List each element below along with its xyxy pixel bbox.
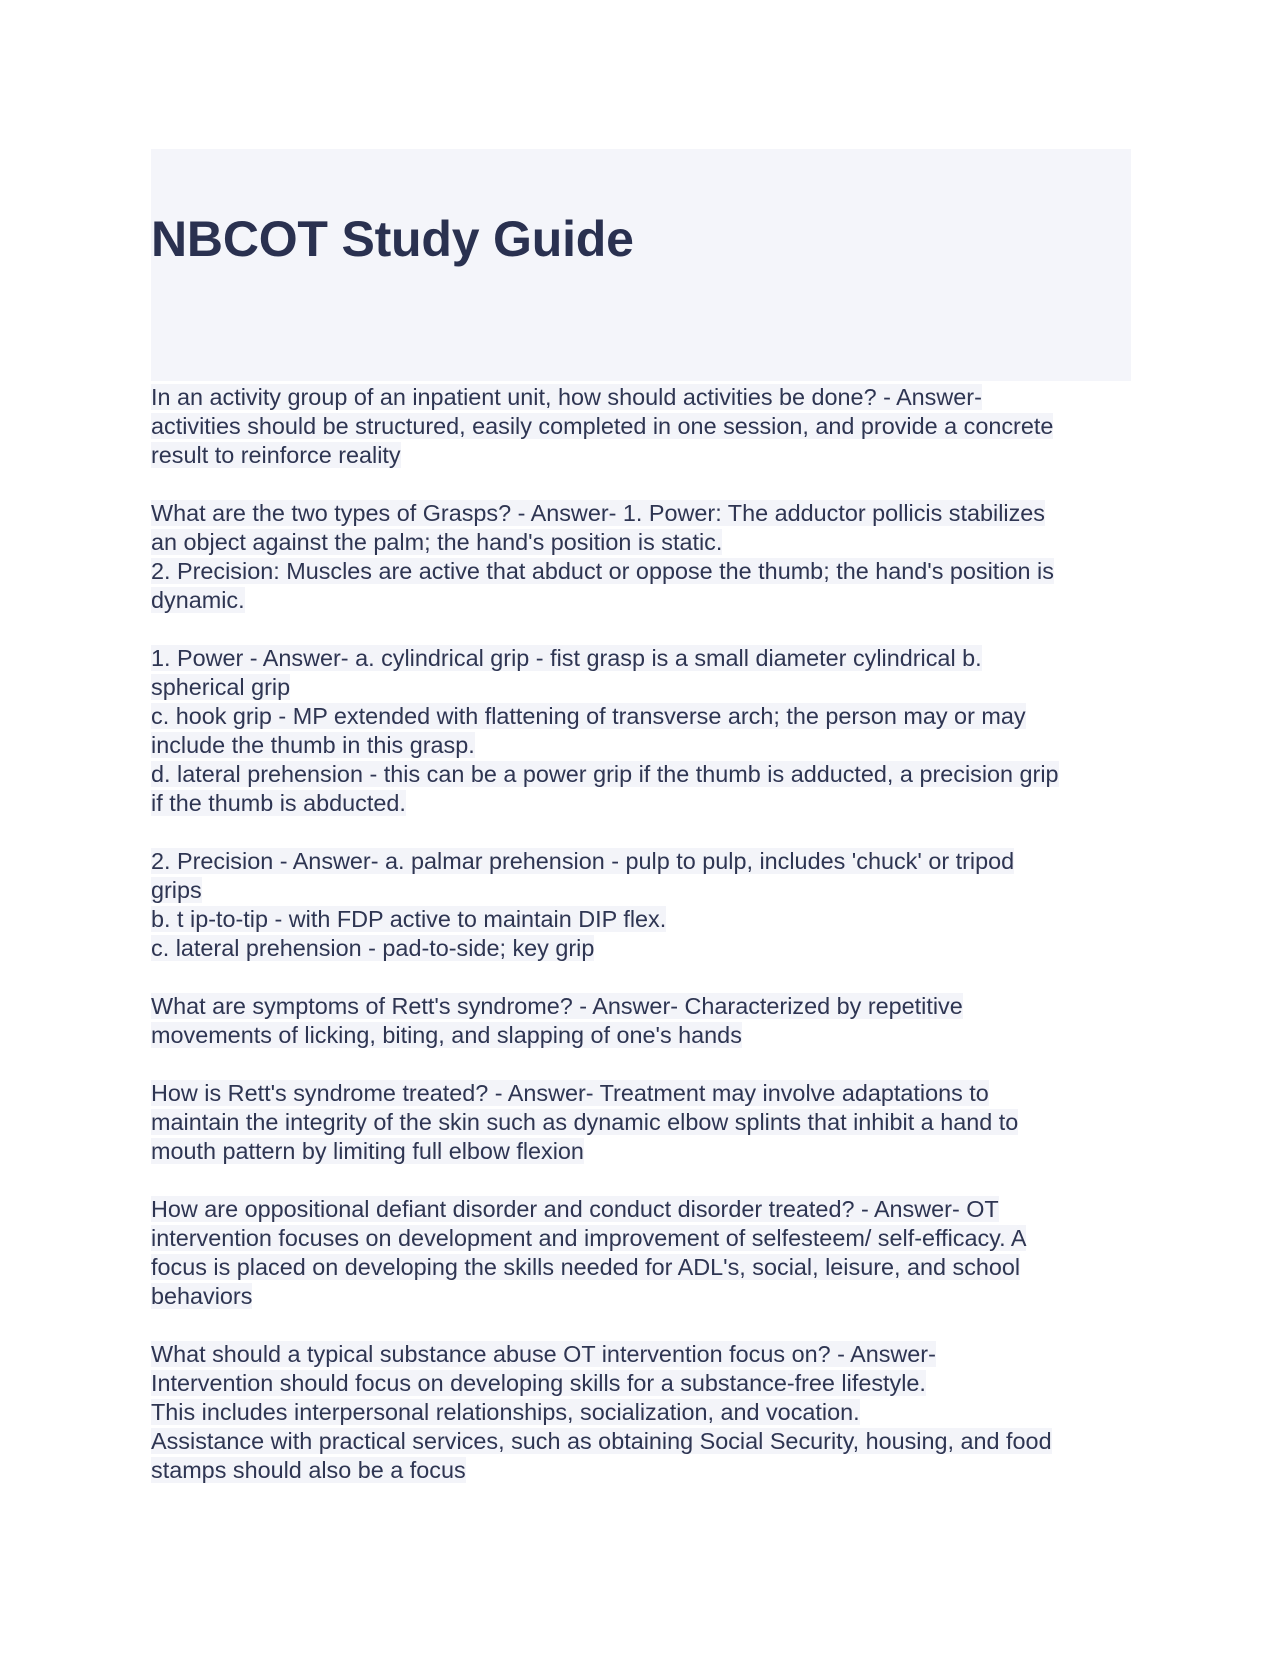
qa-entry xyxy=(151,1195,1131,1311)
document-body xyxy=(151,383,1131,1485)
text-line: focus is placed on developing the skills needed for ADL's, social, leisure, and school xyxy=(151,1254,1021,1280)
text-line: dynamic. xyxy=(151,587,245,613)
text-line: This includes interpersonal relationships, socialization, and vocation. xyxy=(151,1399,860,1425)
qa-entry xyxy=(151,1340,1131,1485)
qa-entry xyxy=(151,383,1131,470)
text-line: c. lateral prehension - pad-to-side; key grip xyxy=(151,935,595,961)
text-line: d. lateral prehension - this can be a power grip if the thumb is adducted, a precision grip xyxy=(151,761,1059,787)
text-line: 2. Precision - Answer- a. palmar prehension - pulp to pulp, includes 'chuck' or tripod xyxy=(151,848,1015,874)
text-line: behaviors xyxy=(151,1283,253,1309)
text-line: Assistance with practical services, such as obtaining Social Security, housing, and food xyxy=(151,1428,1052,1454)
text-line: activities should be structured, easily completed in one session, and provide a concrete xyxy=(151,413,1054,439)
text-line: intervention focuses on development and improvement of selfesteem/ self-efficacy. A xyxy=(151,1225,1027,1251)
text-line: spherical grip xyxy=(151,674,291,700)
text-line: stamps should also be a focus xyxy=(151,1457,466,1483)
text-line: b. t ip-to-tip - with FDP active to maintain DIP flex. xyxy=(151,906,667,932)
text-line: 2. Precision: Muscles are active that abduct or oppose the thumb; the hand's position is xyxy=(151,558,1054,584)
text-line: How are oppositional defiant disorder and conduct disorder treated? - Answer- OT xyxy=(151,1196,999,1222)
document-title: NBCOT Study Guide xyxy=(151,211,634,267)
text-line: if the thumb is abducted. xyxy=(151,790,406,816)
text-line: How is Rett's syndrome treated? - Answer- Treatment may involve adaptations to xyxy=(151,1080,989,1106)
text-line: What should a typical substance abuse OT intervention focus on? - Answer- xyxy=(151,1341,936,1367)
text-line: grips xyxy=(151,877,202,903)
text-line: maintain the integrity of the skin such as dynamic elbow splints that inhibit a hand to xyxy=(151,1109,1019,1135)
text-line: movements of licking, biting, and slapping of one's hands xyxy=(151,1022,742,1048)
qa-entry xyxy=(151,992,1131,1050)
text-line: What are the two types of Grasps? - Answer- 1. Power: The adductor pollicis stabilizes xyxy=(151,500,1046,526)
text-line: include the thumb in this grasp. xyxy=(151,732,475,758)
text-line: c. hook grip - MP extended with flattening of transverse arch; the person may or may xyxy=(151,703,1026,729)
qa-entry xyxy=(151,499,1131,615)
text-line: What are symptoms of Rett's syndrome? - Answer- Characterized by repetitive xyxy=(151,993,963,1019)
text-line: In an activity group of an inpatient unit, how should activities be done? - Answer- xyxy=(151,384,982,410)
text-line: Intervention should focus on developing skills for a substance-free lifestyle. xyxy=(151,1370,926,1396)
text-line: an object against the palm; the hand's position is static. xyxy=(151,529,723,555)
text-line: result to reinforce reality xyxy=(151,442,401,468)
document-page xyxy=(151,149,1131,1514)
text-line: mouth pattern by limiting full elbow flexion xyxy=(151,1138,584,1164)
qa-entry xyxy=(151,1079,1131,1166)
qa-entry xyxy=(151,847,1131,963)
text-line: 1. Power - Answer- a. cylindrical grip - fist grasp is a small diameter cylindrical b. xyxy=(151,645,982,671)
qa-entry xyxy=(151,644,1131,818)
title-block xyxy=(151,149,1131,381)
